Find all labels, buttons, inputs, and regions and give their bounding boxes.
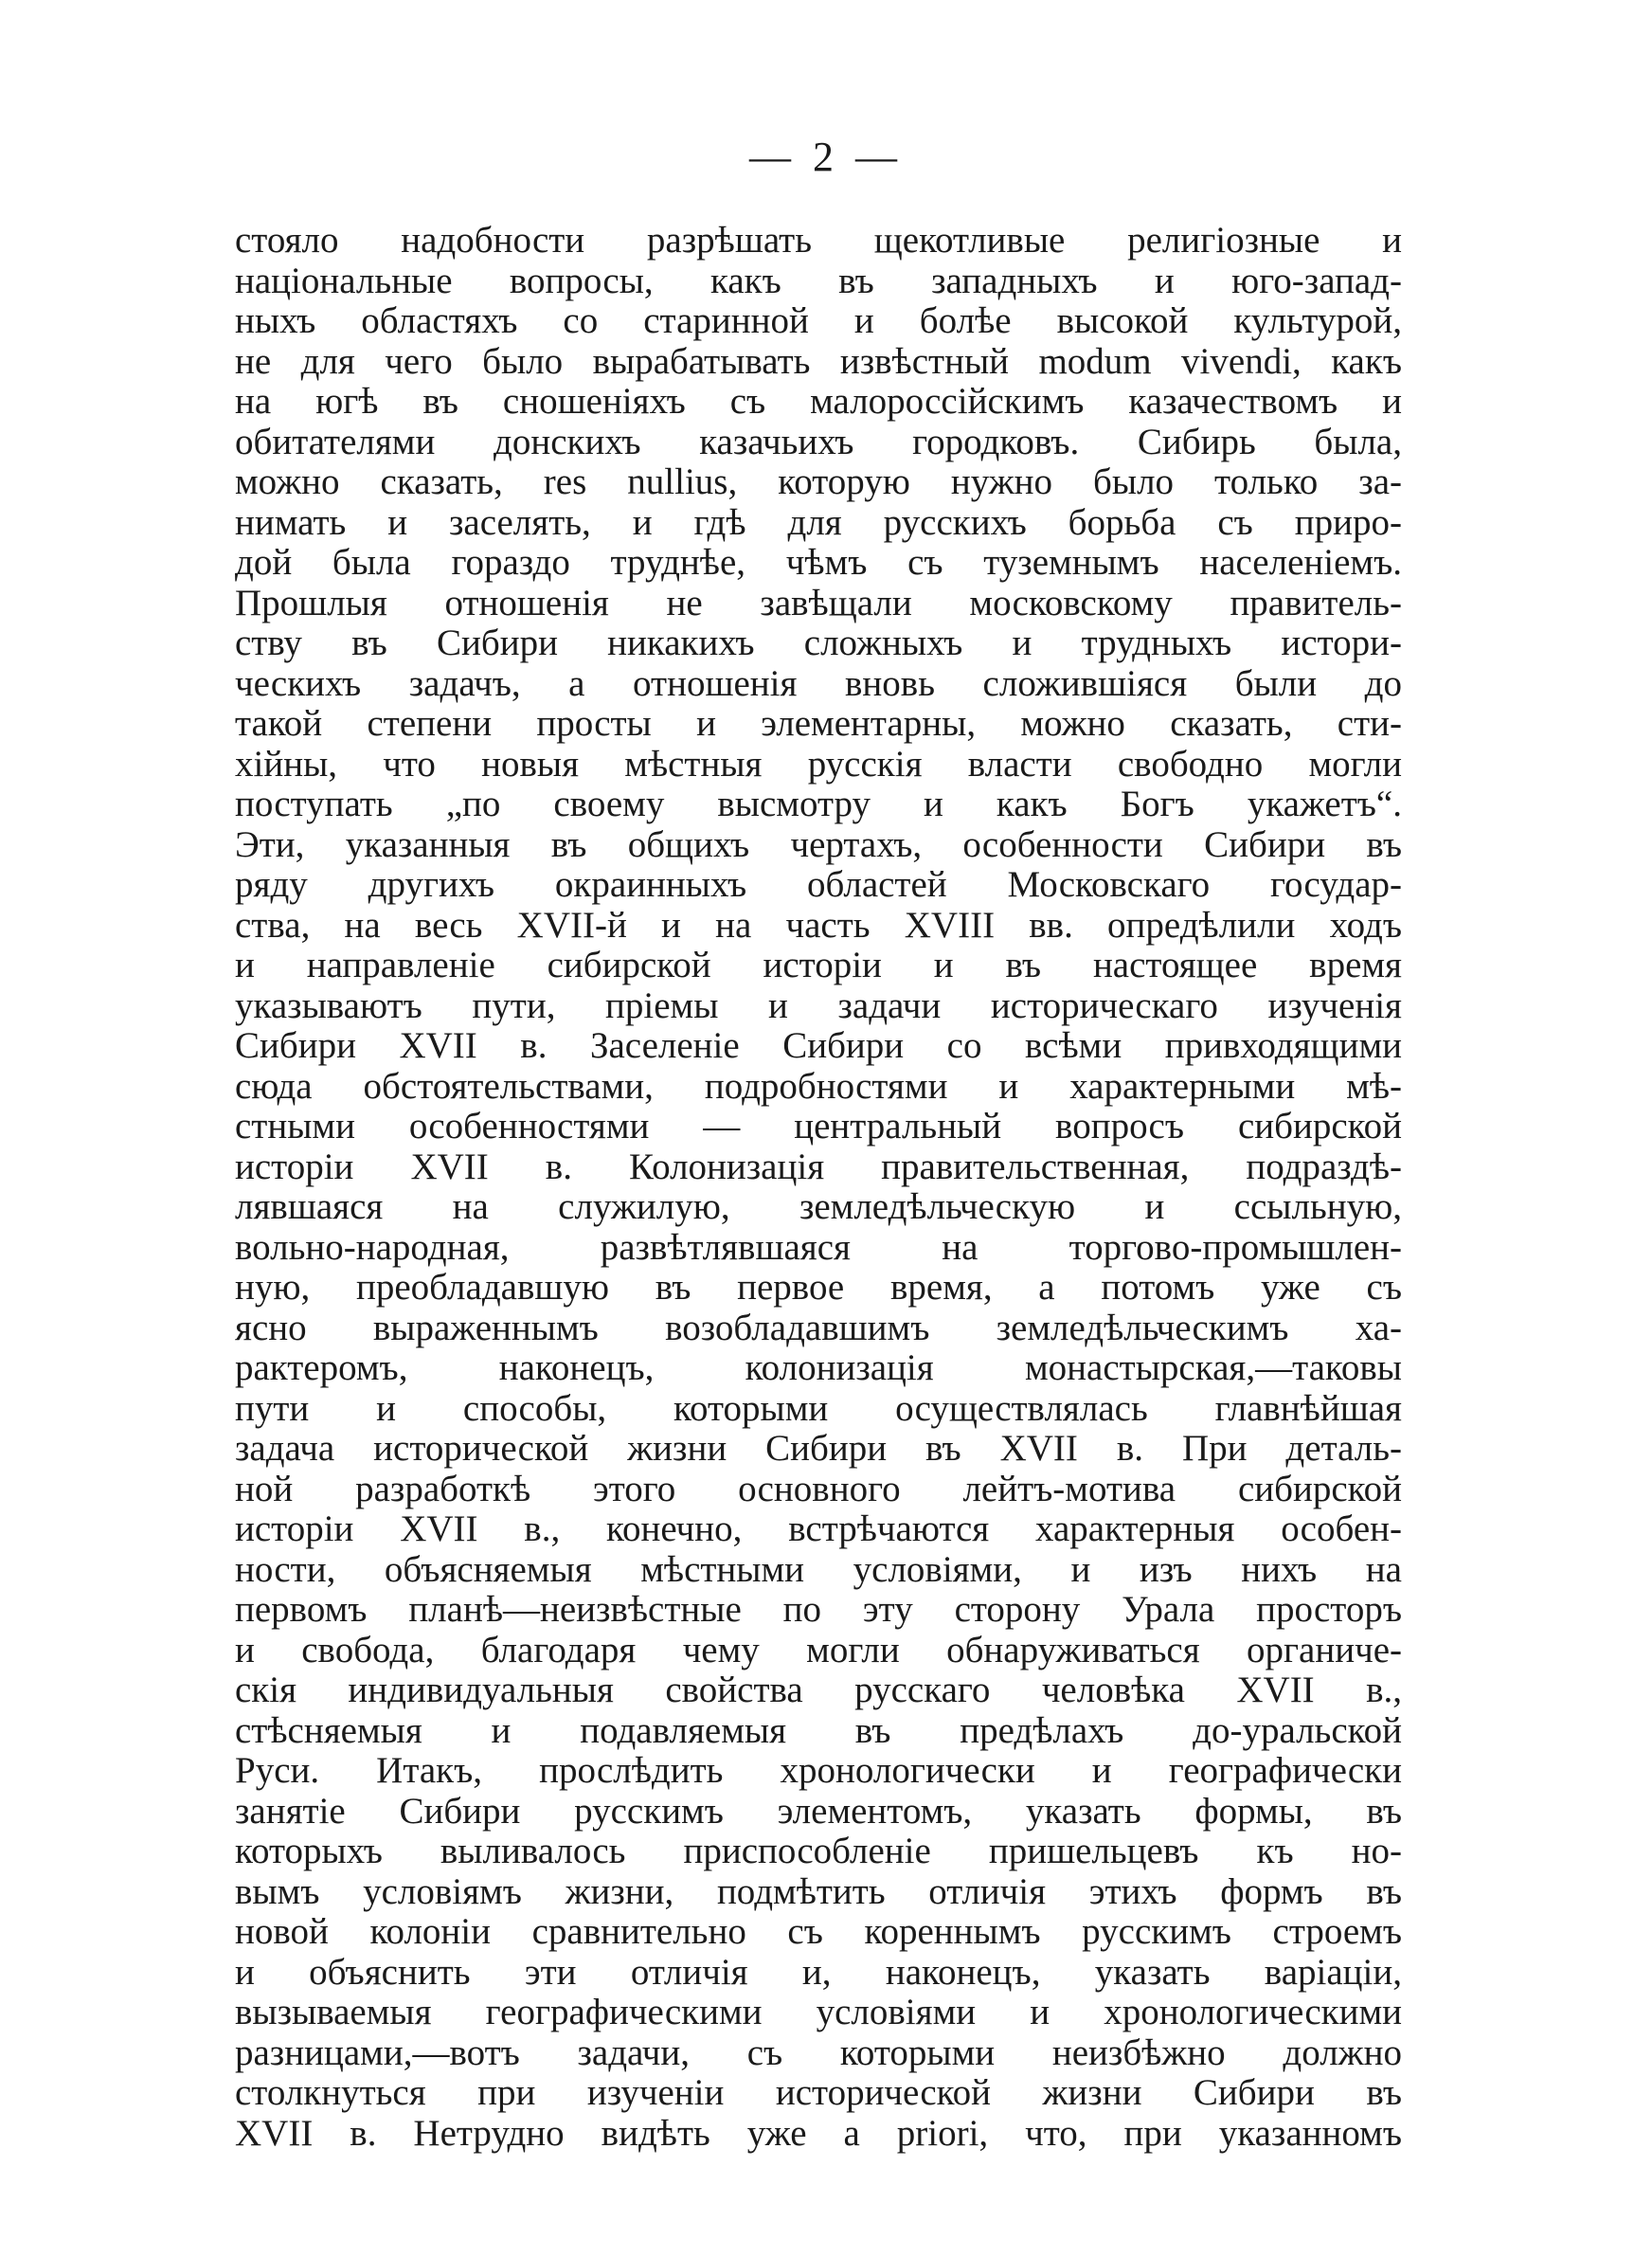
text-line: стояло надобности разрѣшать щекотливые религіозные и (235, 220, 1402, 261)
text-line: исторіи XVII в. Колонизація правительственная, подраздѣ- (235, 1146, 1402, 1187)
text-line: новой колоніи сравнительно съ кореннымъ русскимъ строемъ (235, 1911, 1402, 1952)
text-line: скія индивидуальныя свойства русскаго человѣка XVII в., (235, 1670, 1402, 1710)
text-line: лявшаяся на служилую, земледѣльческую и ссыльную, (235, 1186, 1402, 1227)
text-line: ряду другихъ окраинныхъ областей Московскаго государ- (235, 864, 1402, 905)
text-line: ную, преобладавшую въ первое время, а потомъ уже съ (235, 1267, 1402, 1308)
text-line: такой степени просты и элементарны, можно сказать, сти- (235, 703, 1402, 744)
text-line: обитателями донскихъ казачьихъ городковъ. Сибирь была, (235, 421, 1402, 462)
text-line: ясно выраженнымъ возобладавшимъ земледѣльческимъ ха- (235, 1307, 1402, 1348)
text-line: пути и способы, которыми осуществлялась главнѣйшая (235, 1387, 1402, 1429)
text-line: задача исторической жизни Сибири въ XVII в. При деталь- (235, 1428, 1402, 1469)
text-line: Эти, указанныя въ общихъ чертахъ, особенности Сибири въ (235, 823, 1402, 865)
text-line: сюда обстоятельствами, подробностями и характерными мѣ- (235, 1065, 1402, 1107)
text-line: столкнуться при изученіи исторической жизни Сибири въ (235, 2072, 1402, 2113)
text-line: стѣсняемыя и подавляемыя въ предѣлахъ до-уральской (235, 1709, 1402, 1751)
text-line: и направленіе сибирской исторіи и въ настоящее время (235, 945, 1402, 985)
text-line: Сибири XVII в. Заселеніе Сибири со всѣми привходящими (235, 1025, 1402, 1066)
text-line: нимать и заселять, и гдѣ для русскихъ борьба съ приро- (235, 501, 1402, 543)
text-line: Руси. Итакъ, прослѣдить хронологически и географически (235, 1750, 1402, 1791)
text-line: дой была гораздо труднѣе, чѣмъ съ туземнымъ населеніемъ. (235, 542, 1402, 583)
text-line: ной разработкѣ этого основного лейтъ-мотива сибирской (235, 1468, 1402, 1509)
text-line: рактеромъ, наконецъ, колонизація монастырская,—таковы (235, 1347, 1402, 1388)
text-line: ческихъ задачъ, а отношенія вновь сложившіяся были до (235, 662, 1402, 704)
text-line: разницами,—вотъ задачи, съ которыми неизбѣжно должно (235, 2031, 1402, 2073)
text-line: вольно-народная, развѣтлявшаяся на торгово-промышлен- (235, 1226, 1402, 1268)
text-line: занятіе Сибири русскимъ элементомъ, указать формы, въ (235, 1790, 1402, 1832)
text-line: хійны, что новыя мѣстныя русскія власти свободно могли (235, 743, 1402, 785)
text-line: не для чего было вырабатывать извѣстный modum vivendi, какъ (235, 340, 1402, 382)
text-line: ству въ Сибири никакихъ сложныхъ и трудныхъ истори- (235, 623, 1402, 663)
text-line: ности, объясняемыя мѣстными условіями, и изъ нихъ на (235, 1548, 1402, 1590)
text-line: можно сказать, res nullius, которую нужно было только за- (235, 461, 1402, 502)
text-line: указываютъ пути, пріемы и задачи историческаго изученія (235, 984, 1402, 1026)
text-line: на югѣ въ сношеніяхъ съ малороссійскимъ казачествомъ и (235, 381, 1402, 422)
text-line: поступать „по своему высмотру и какъ Богъ укажетъ“. (235, 784, 1402, 824)
text-line: первомъ планѣ—неизвѣстные по эту сторону Урала просторъ (235, 1589, 1402, 1630)
text-line: Прошлыя отношенія не завѣщали московскому правитель- (235, 582, 1402, 623)
text-line: и свобода, благодаря чему могли обнаруживаться органиче- (235, 1629, 1402, 1670)
text-line: которыхъ выливалось приспособленіе пришельцевъ къ но- (235, 1831, 1402, 1871)
body-text (235, 221, 1402, 2154)
text-line: стными особенностями — центральный вопросъ сибирской (235, 1106, 1402, 1147)
text-line: ства, на весь XVII-й и на часть XVIII вв. опредѣлили ходъ (235, 904, 1402, 946)
text-line: ныхъ областяхъ со старинной и болѣе высокой культурой, (235, 300, 1402, 341)
text-line: вымъ условіямъ жизни, подмѣтить отличія этихъ формъ въ (235, 1870, 1402, 1912)
text-line: національные вопросы, какъ въ западныхъ и юго-запад- (235, 260, 1402, 301)
page-number: — 2 — (749, 134, 903, 180)
text-line: исторіи XVII в., конечно, встрѣчаются характерныя особен- (235, 1508, 1402, 1549)
text-line: и объяснить эти отличія и, наконецъ, указать варіаціи, (235, 1951, 1402, 1993)
text-line: XVII в. Нетрудно видѣть уже а priori, что, при указанномъ (235, 2112, 1402, 2154)
text-line: вызываемыя географическими условіями и хронологическими (235, 1992, 1402, 2032)
